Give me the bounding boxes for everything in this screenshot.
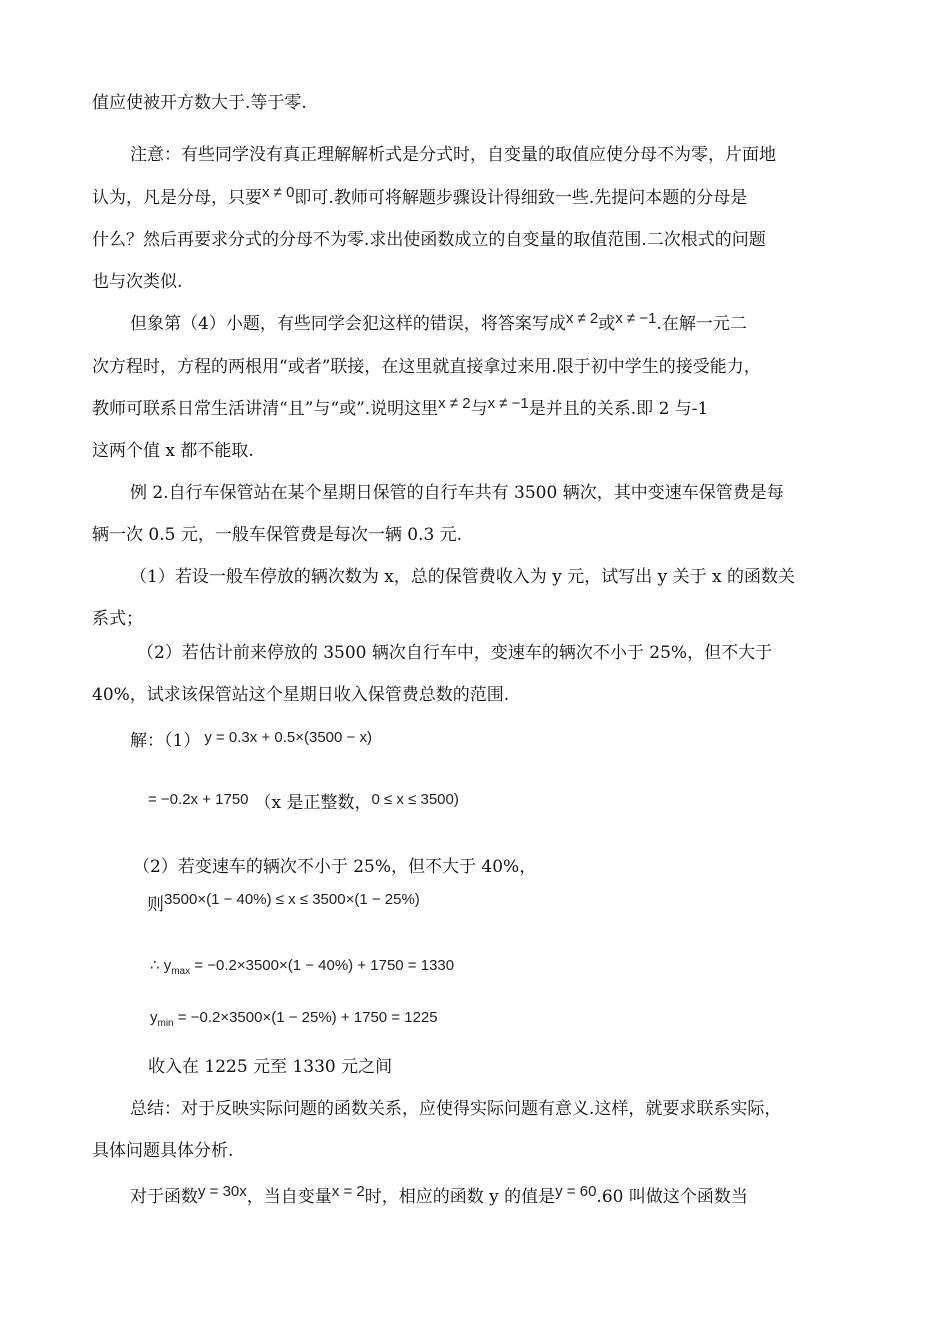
text-line: 什么？然后再要求分式的分母不为零.求出使函数成立的自变量的取值范围.二次根式的问题: [92, 230, 766, 250]
text-line: 但象第（4）小题，有些同学会犯这样的错误，将答案写成x ≠ 2或x ≠ −1.在解一元二: [130, 310, 747, 334]
text-line: 系式；: [92, 609, 143, 629]
math-formula: x ≠ 2: [438, 395, 471, 412]
text-line: 这两个值 x 都不能取.: [92, 441, 254, 461]
solution-line: = −0.2x + 1750 （x 是正整数，0 ≤ x ≤ 3500): [148, 791, 459, 813]
math-formula: x ≠ −1: [487, 395, 529, 412]
text-line: 次方程时，方程的两根用“或者”联接，在这里就直接拿过来用.限于初中学生的接受能力，: [92, 357, 761, 377]
example-heading-line: 例 2.自行车保管站在某个星期日保管的自行车共有 3500 辆次，其中变速车保管费是每: [130, 483, 784, 503]
math-formula: ∴ $y_{max} = -0.2\times 3500\times(1 - 40\%) + 1750 = 1330$: [150, 957, 455, 977]
solution-line: （2）若变速车的辆次不小于 25%，但不大于 40%，: [133, 857, 537, 877]
text-line: 40%，试求该保管站这个星期日收入保管费总数的范围.: [92, 685, 510, 705]
result-line: 收入在 1225 元至 1330 元之间: [148, 1057, 393, 1077]
math-formula: y = 60: [555, 1183, 597, 1200]
text-line: 教师可联系日常生活讲清“且”与“或”.说明这里x ≠ 2与x ≠ −1是并且的关系.即 2 与-1: [92, 395, 709, 419]
solution-line: 则3500×(1 − 40%) ≤ x ≤ 3500×(1 − 25%): [147, 891, 420, 915]
summary-line: 总结：对于反映实际问题的函数关系，应使得实际问题有意义.这样，就要求联系实际，: [130, 1099, 782, 1119]
math-formula: x ≠ 2: [565, 310, 599, 327]
text-line: 辆一次 0.5 元，一般车保管费是每次一辆 0.3 元.: [92, 525, 463, 545]
text-line: 具体问题具体分析.: [92, 1141, 234, 1161]
max-formula-line: [150, 958, 454, 983]
math-formula: x ≠ 0: [262, 184, 295, 201]
math-formula: 3500×(1 − 40%) ≤ x ≤ 3500×(1 − 25%): [164, 891, 420, 908]
math-formula: $y_{min} = -0.2\times 3500\times(1 - 25\%) + 1750 = 1225$: [150, 1009, 438, 1029]
text-line: 也与次类似.: [92, 272, 183, 292]
note-paragraph-line: 注意：有些同学没有真正理解解析式是分式时，自变量的取值应使分母不为零，片面地: [130, 145, 776, 165]
math-formula: x = 2: [331, 1183, 365, 1200]
text-line: 值应使被开方数大于.等于零.: [92, 93, 307, 113]
question-1-line: （1）若设一般车停放的辆次数为 x，总的保管费收入为 y 元，试写出 y 关于 x 的函数关: [130, 567, 796, 587]
solution-line: 解：（1） y = 0.3x + 0.5×(3500 − x): [130, 729, 372, 751]
math-formula: y = 0.3x + 0.5×(3500 − x): [204, 729, 372, 746]
text-line: 认为，凡是分母，只要x ≠ 0即可.教师可将解题步骤设计得细致一些.先提问本题的分母是: [92, 184, 748, 208]
math-formula: x ≠ −1: [615, 310, 657, 327]
math-formula: 0 ≤ x ≤ 3500): [371, 791, 459, 808]
question-2-line: （2）若估计前来停放的 3500 辆次自行车中，变速车的辆次不小于 25%，但不大于: [137, 643, 773, 663]
math-formula: y = 30x: [198, 1183, 247, 1200]
text-line: 对于函数y = 30x，当自变量x = 2时，相应的函数 y 的值是y = 60.60 叫做这个函数当: [130, 1183, 748, 1207]
min-formula-line: [150, 1010, 438, 1035]
math-formula: = −0.2x + 1750: [148, 791, 249, 808]
